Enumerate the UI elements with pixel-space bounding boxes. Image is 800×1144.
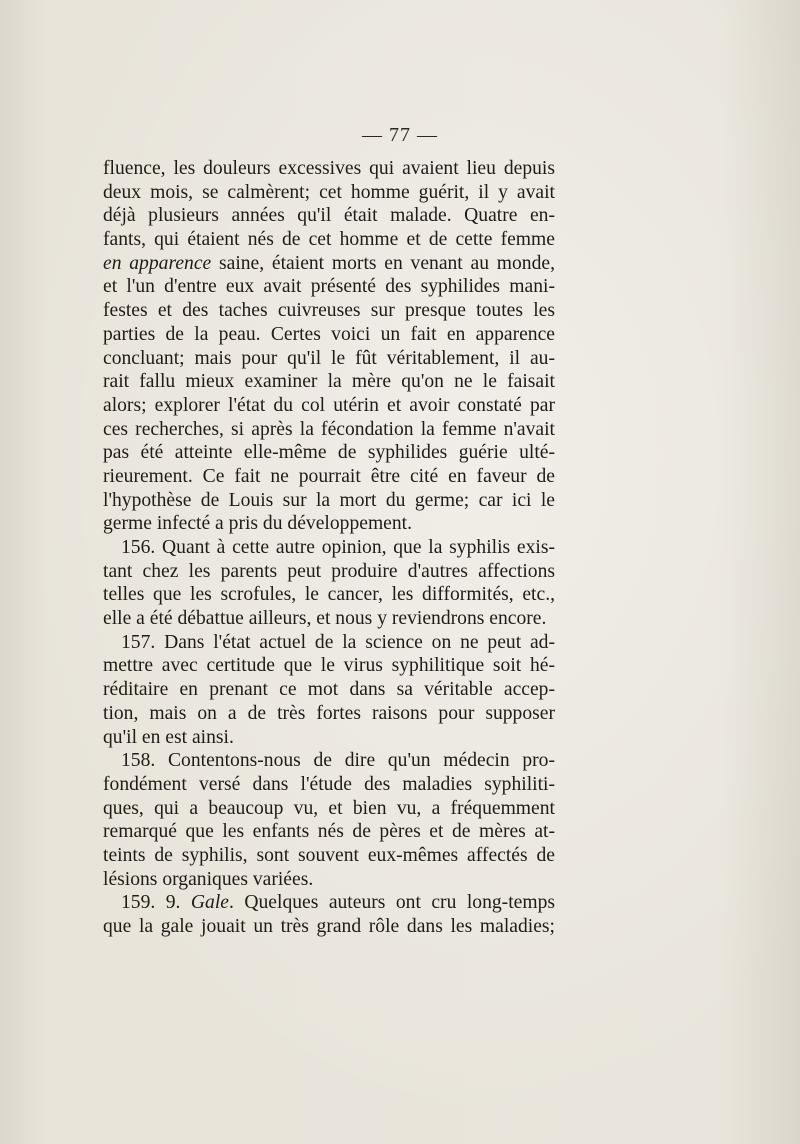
text-line bbox=[103, 181, 555, 205]
text-line bbox=[103, 844, 555, 868]
text-line bbox=[103, 726, 555, 750]
line-text: 157. Dans l'état actuel de la science on ne peut ad- bbox=[121, 631, 555, 653]
text-line bbox=[103, 394, 555, 418]
line-text: 158. Contentons-nous de dire qu'un médecin pro- bbox=[121, 750, 555, 772]
line-text: ques, qui a beaucoup vu, et bien vu, a fréquemment bbox=[103, 797, 555, 819]
line-text: festes et des taches cuivreuses sur presque toutes les bbox=[103, 300, 555, 322]
text-line bbox=[103, 654, 555, 678]
line-text: qu'il en est ainsi. bbox=[103, 726, 234, 748]
line-text: pas été atteinte elle-même de syphilides guérie ulté- bbox=[103, 442, 555, 464]
text-line bbox=[103, 347, 555, 371]
text-line bbox=[103, 228, 555, 252]
line-text: elle a été débattue ailleurs, et nous y reviendrons encore. bbox=[103, 608, 547, 630]
text-line bbox=[103, 631, 555, 655]
text-line bbox=[103, 583, 555, 607]
line-text: tant chez les parents peut produire d'autres affections bbox=[103, 560, 555, 582]
line-text: que la gale jouait un très grand rôle dans les maladies; bbox=[103, 916, 555, 937]
text-line bbox=[103, 323, 555, 347]
italic-text: en apparence bbox=[103, 252, 212, 274]
text-line bbox=[103, 252, 555, 276]
text-line bbox=[103, 868, 555, 892]
line-text: parties de la peau. Certes voici un fait en apparence bbox=[103, 323, 555, 345]
text-line bbox=[103, 702, 555, 726]
line-text: réditaire en prenant ce mot dans sa véritable accep- bbox=[103, 679, 555, 701]
text-line bbox=[103, 441, 555, 465]
line-text: rieurement. Ce fait ne pourrait être cité en faveur de bbox=[103, 465, 555, 487]
line-text: germe infecté a pris du développement. bbox=[103, 513, 413, 535]
text-line bbox=[103, 891, 555, 915]
line-text: fluence, les douleurs excessives qui avaient lieu depuis bbox=[103, 158, 555, 179]
line-text: tion, mais on a de très fortes raisons pour supposer bbox=[103, 702, 555, 724]
line-text: saine, étaient morts en venant au monde, bbox=[211, 252, 555, 274]
line-text: l'hypothèse de Louis sur la mort du germe; car ici le bbox=[103, 489, 555, 511]
line-text: déjà plusieurs années qu'il était malade. Quatre en- bbox=[103, 205, 555, 227]
text-line bbox=[103, 157, 555, 181]
text-line bbox=[103, 370, 555, 394]
line-text: deux mois, se calmèrent; cet homme guérit, il y avait bbox=[103, 181, 555, 203]
text-line bbox=[103, 418, 555, 442]
text-line bbox=[103, 820, 555, 844]
body-text bbox=[103, 157, 555, 939]
text-line bbox=[103, 512, 555, 536]
line-text: rait fallu mieux examiner la mère qu'on ne le faisait bbox=[103, 371, 555, 393]
line-text: . Quelques auteurs ont cru long-temps bbox=[229, 892, 555, 914]
italic-text: Gale bbox=[190, 892, 229, 914]
text-line bbox=[103, 204, 555, 228]
text-line bbox=[103, 275, 555, 299]
text-line bbox=[103, 299, 555, 323]
line-text: ces recherches, si après la fécondation la femme n'avait bbox=[103, 418, 555, 440]
text-line bbox=[103, 797, 555, 821]
text-line bbox=[103, 773, 555, 797]
line-text: alors; explorer l'état du col utérin et avoir constaté par bbox=[103, 394, 555, 416]
line-text: fondément versé dans l'étude des maladies syphiliti- bbox=[103, 773, 555, 795]
text-line bbox=[103, 560, 555, 584]
line-text: concluant; mais pour qu'il le fût véritablement, il au- bbox=[103, 347, 555, 369]
line-prefix: 159. 9. bbox=[121, 892, 191, 914]
text-line bbox=[103, 749, 555, 773]
line-text: 156. Quant à cette autre opinion, que la syphilis exis- bbox=[121, 537, 555, 558]
line-text: et l'un d'entre eux avait présenté des syphilides mani- bbox=[103, 276, 555, 298]
line-text: lésions organiques variées. bbox=[103, 868, 314, 890]
line-text: fants, qui étaient nés de cet homme et de cette femme bbox=[103, 229, 555, 251]
line-text: mettre avec certitude que le virus syphilitique soit hé- bbox=[103, 655, 555, 677]
line-text: remarqué que les enfants nés de pères et de mères at- bbox=[103, 821, 555, 843]
text-line bbox=[103, 915, 555, 939]
page-number: — 77 — bbox=[362, 124, 438, 146]
text-line bbox=[103, 489, 555, 513]
text-line bbox=[103, 465, 555, 489]
text-line bbox=[103, 678, 555, 702]
text-line bbox=[103, 607, 555, 631]
line-text: teints de syphilis, sont souvent eux-mêmes affectés de bbox=[103, 844, 555, 866]
text-line bbox=[103, 536, 555, 560]
line-text: telles que les scrofules, le cancer, les difformités, etc., bbox=[103, 584, 555, 606]
